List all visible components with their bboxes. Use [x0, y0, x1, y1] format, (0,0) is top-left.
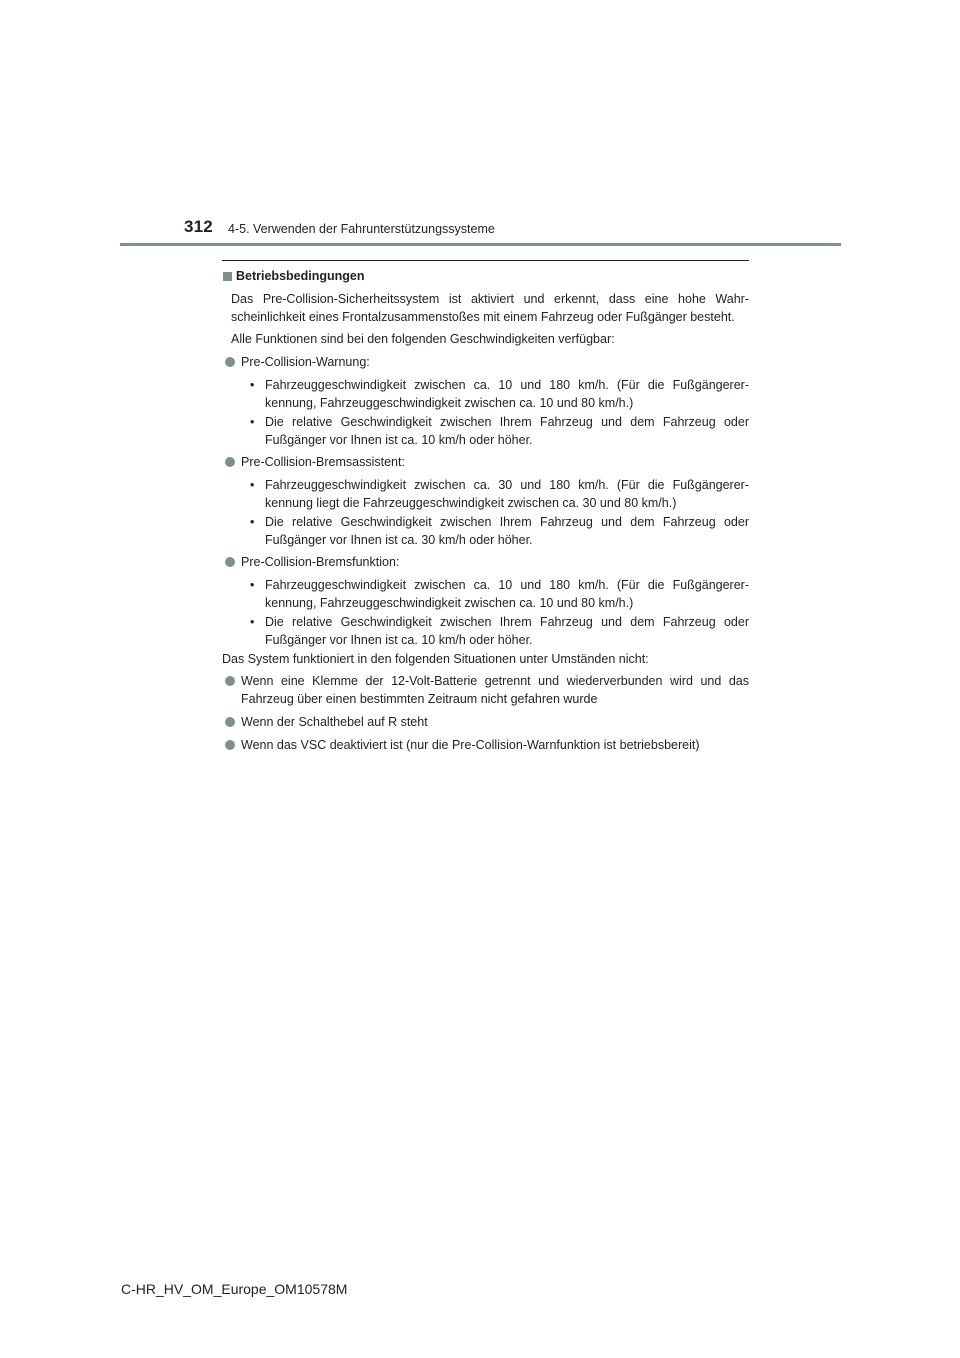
- circle-bullet-icon: [225, 357, 235, 367]
- exception-text: Wenn der Schalthebel auf R steht: [241, 715, 428, 729]
- dot-bullet-icon: •: [250, 378, 255, 392]
- condition-item: [250, 513, 749, 549]
- condition-text: Fahrzeuggeschwindigkeit zwischen ca. 10 und 180 km/h. (Für die Fußgängerer-kennung, Fahrzeuggeschwindigkeit zwischen ca. 10 und 80 km/h.): [265, 578, 749, 610]
- function-conditions: [222, 576, 749, 649]
- circle-bullet-icon: [225, 457, 235, 467]
- function-item-warning: [222, 353, 749, 371]
- exceptions-intro: Das System funktioniert in den folgenden Situationen unter Umständen nicht:: [222, 652, 649, 666]
- exception-item: [222, 736, 749, 754]
- function-title: Pre-Collision-Bremsassistent:: [241, 455, 405, 469]
- section-heading-text: Betriebsbedingungen: [236, 269, 365, 283]
- exception-text: Wenn das VSC deaktiviert ist (nur die Pre-Collision-Warnfunktion ist betriebsbereit): [241, 738, 700, 752]
- document-code: C-HR_HV_OM_Europe_OM10578M: [121, 1281, 348, 1297]
- condition-item: [250, 613, 749, 649]
- condition-item: [250, 413, 749, 449]
- condition-text: Die relative Geschwindigkeit zwischen Ihrem Fahrzeug und dem Fahrzeug oder Fußgänger vor Ihnen ist ca. 10 km/h oder höher.: [265, 615, 749, 647]
- exception-item: [222, 713, 749, 731]
- functions-intro: Alle Funktionen sind bei den folgenden Geschwindigkeiten verfügbar:: [231, 332, 615, 346]
- function-title: Pre-Collision-Warnung:: [241, 355, 370, 369]
- page-number: 312: [184, 217, 213, 236]
- exception-text: Wenn eine Klemme der 12-Volt-Batterie getrennt und wiederverbunden wird und das Fahrzeug über einen bestimmten Zeitraum nicht gefahren wurde: [241, 674, 749, 706]
- condition-text: Die relative Geschwindigkeit zwischen Ihrem Fahrzeug und dem Fahrzeug oder Fußgänger vor Ihnen ist ca. 10 km/h oder höher.: [265, 415, 749, 447]
- condition-item: [250, 476, 749, 512]
- function-conditions: [222, 476, 749, 549]
- header-rule: [120, 243, 841, 246]
- section-content: [222, 267, 749, 759]
- square-bullet-icon: [223, 272, 232, 281]
- dot-bullet-icon: •: [250, 478, 255, 492]
- circle-bullet-icon: [225, 717, 235, 727]
- exception-item: [222, 672, 749, 708]
- section-divider: [222, 260, 749, 261]
- function-title: Pre-Collision-Bremsfunktion:: [241, 555, 400, 569]
- circle-bullet-icon: [225, 557, 235, 567]
- condition-item: [250, 376, 749, 412]
- section-heading: [222, 267, 749, 285]
- condition-text: Fahrzeuggeschwindigkeit zwischen ca. 30 und 180 km/h. (Für die Fußgängerer-kennung liegt die Fahrzeuggeschwindigkeit zwischen ca. 30 und 80 km/h.): [265, 478, 749, 510]
- function-conditions: [222, 376, 749, 449]
- function-item-brake-function: [222, 553, 749, 571]
- condition-text: Fahrzeuggeschwindigkeit zwischen ca. 10 und 180 km/h. (Für die Fußgängerer-kennung, Fahrzeuggeschwindigkeit zwischen ca. 10 und 80 km/h.): [265, 378, 749, 410]
- dot-bullet-icon: •: [250, 515, 255, 529]
- function-item-brake-assist: [222, 453, 749, 471]
- circle-bullet-icon: [225, 676, 235, 686]
- condition-text: Die relative Geschwindigkeit zwischen Ihrem Fahrzeug und dem Fahrzeug oder Fußgänger vor Ihnen ist ca. 30 km/h oder höher.: [265, 515, 749, 547]
- chapter-title: 4-5. Verwenden der Fahrunterstützungssysteme: [228, 222, 495, 236]
- dot-bullet-icon: •: [250, 578, 255, 592]
- circle-bullet-icon: [225, 740, 235, 750]
- dot-bullet-icon: •: [250, 415, 255, 429]
- intro-paragraph: Das Pre-Collision-Sicherheitssystem ist aktiviert und erkennt, dass eine hohe Wahr-scheinlichkeit eines Frontalzusammenstoßes mit einem Fahrzeug oder Fußgänger besteht.: [231, 292, 749, 324]
- condition-item: [250, 576, 749, 612]
- dot-bullet-icon: •: [250, 615, 255, 629]
